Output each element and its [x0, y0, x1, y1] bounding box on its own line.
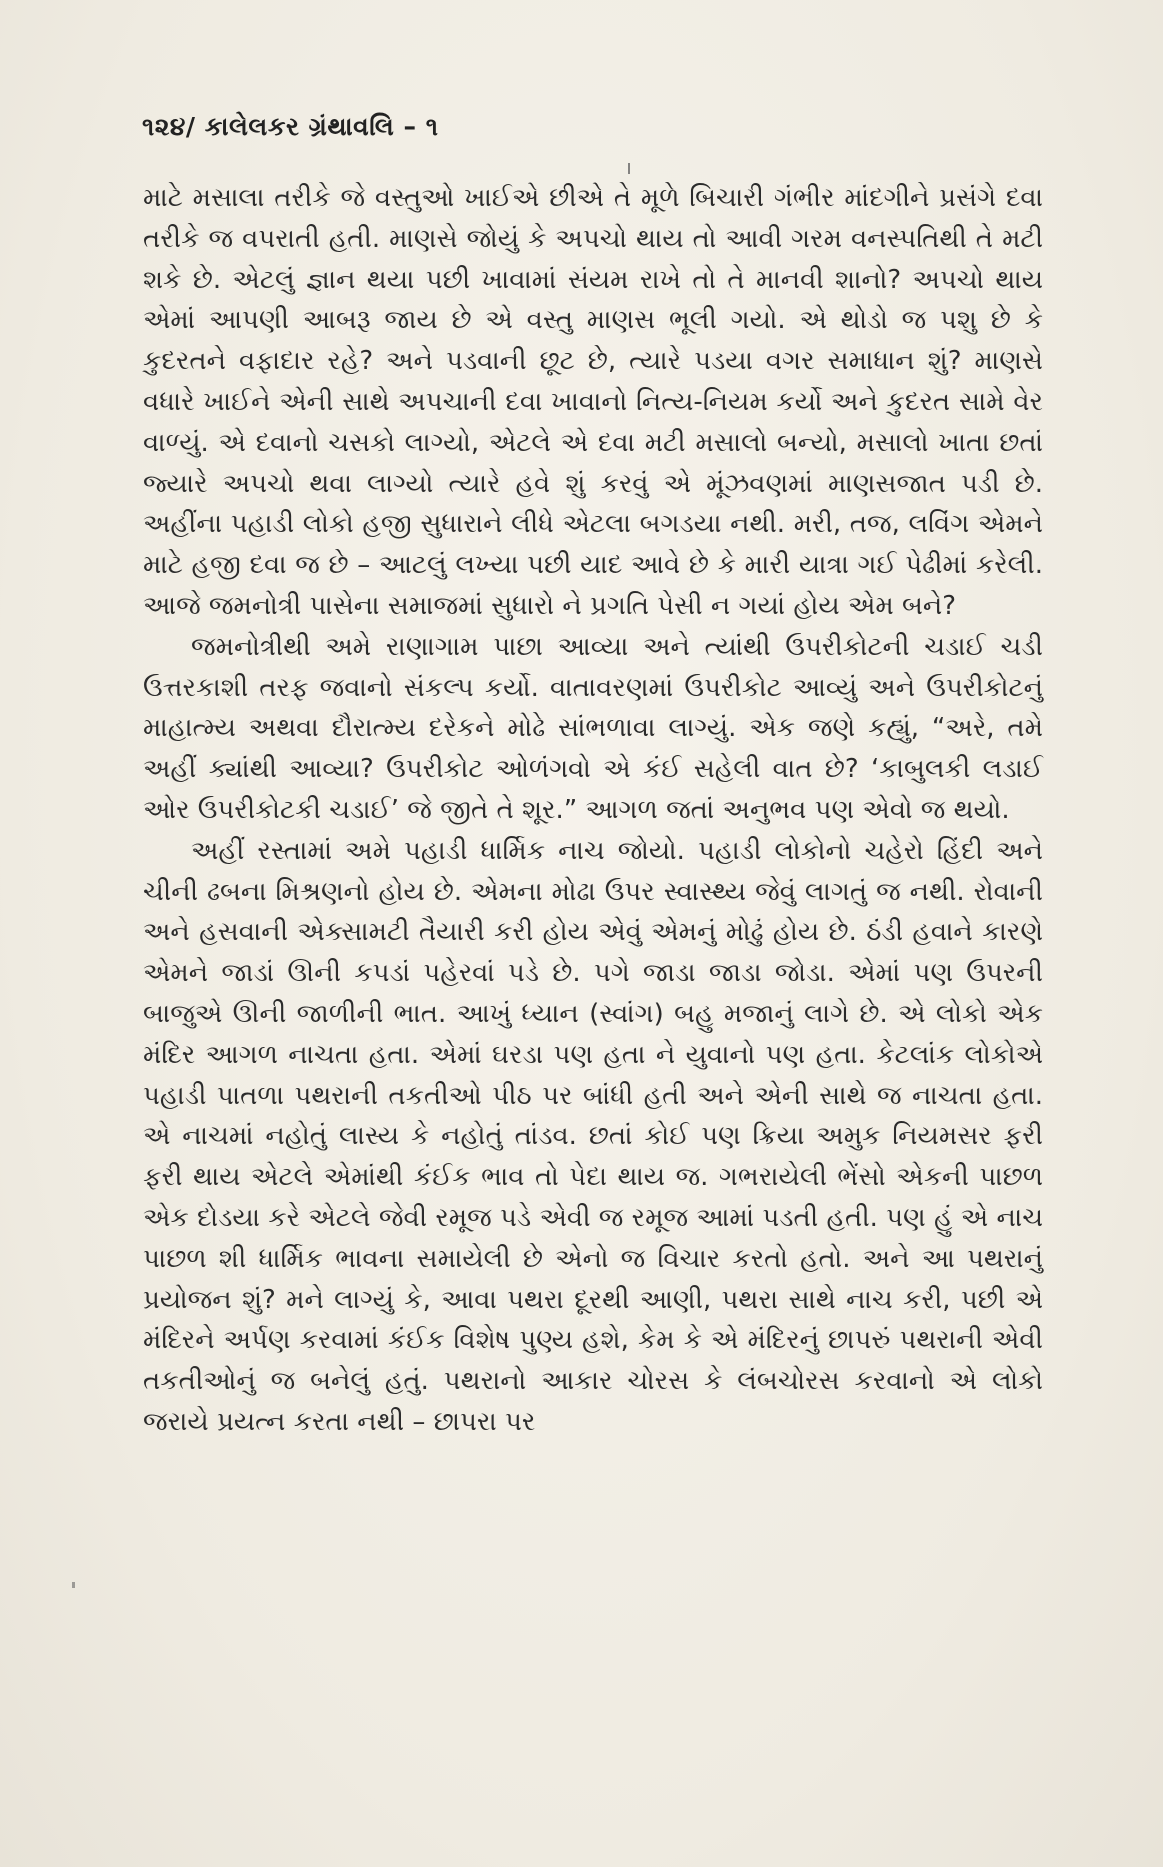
- paragraph-1: માટે મસાલા તરીકે જે વસ્તુઓ ખાઈએ છીએ તે મૂળે બિચારી ગંભીર માંદગીને પ્રસંગે દવા તરીકે જ વપરાતી હતી. માણસે જોયું કે અપચો થાય તો આવી ગરમ વનસ્પતિથી તે મટી શકે છે. એટલું જ્ઞાન થયા પછી ખાવામાં સંયમ રાખે તો તે માનવી શાનો? અપચો થાય એમાં આપણી આબરૂ જાય છે એ વસ્તુ માણસ ભૂલી ગયો. એ થોડો જ પશુ છે કે કુદરતને વફાદાર રહે? અને પડવાની છૂટ છે, ત્યારે પડયા વગર સમાધાન શું? માણસે વધારે ખાઈને એની સાથે અપચાની દવા ખાવાનો નિત્ય-નિયમ કર્યો અને કુદરત સામે વેર વાળ્યું. એ દવાનો ચસકો લાગ્યો, એટલે એ દવા મટી મસાલો બન્યો, મસાલો ખાતા છતાં જ્યારે અપચો થવા લાગ્યો ત્યારે હવે શું કરવું એ મૂંઝવણમાં માણસજાત પડી છે. અહીંના પહાડી લોકો હજી સુધારાને લીધે એટલા બગડયા નથી. મરી, તજ, લવિંગ એમને માટે હજી દવા જ છે – આટલું લખ્યા પછી યાદ આવે છે કે મારી યાત્રા ગઈ પેઢીમાં કરેલી. આજે જમનોત્રી પાસેના સમાજમાં સુધારો ને પ્રગતિ પેસી ન ગયાં હોય એમ બને?: [143, 183, 1043, 621]
- margin-speck: [72, 1582, 75, 1588]
- page-body: [143, 178, 1043, 1443]
- paragraph-2: જમનોત્રીથી અમે રાણાગામ પાછા આવ્યા અને ત્યાંથી ઉપરીકોટની ચડાઈ ચડી ઉત્તરકાશી તરફ જવાનો સંકલ્પ કર્યો. વાતાવરણમાં ઉપરીકોટ આવ્યું અને ઉપરીકોટનું માહાત્મ્ય અથવા દૌરાત્મ્ય દરેકને મોઢે સાંભળાવા લાગ્યું. એક જણે કહ્યું, “અરે, તમે અહીં ક્યાંથી આવ્યા? ઉપરીકોટ ઓળંગવો એ કંઈ સહેલી વાત છે? ‘કાબુલકી લડાઈ ઓર ઉપરીકોટકી ચડાઈ’ જે જીતે તે શૂર.” આગળ જતાં અનુભવ પણ એવો જ થયો.: [143, 631, 1043, 825]
- paragraph-3: અહીં રસ્તામાં અમે પહાડી ધાર્મિક નાચ જોયો. પહાડી લોકોનો ચહેરો હિંદી અને ચીની ઢબના મિશ્રણનો હોય છે. એમના મોઢા ઉપર સ્વાસ્થ્ય જેવું લાગતું જ નથી. રોવાની અને હસવાની એક્સામટી તૈયારી કરી હોય એવું એમનું મોઢું હોય છે. ઠંડી હવાને કારણે એમને જાડાં ઊની કપડાં પહેરવાં પડે છે. પગે જાડા જાડા જોડા. એમાં પણ ઉપરની બાજુએ ઊની જાળીની ભાત. આખું ધ્યાન (સ્વાંગ) બહુ મજાનું લાગે છે. એ લોકો એક મંદિર આગળ નાચતા હતા. એમાં ઘરડા પણ હતા ને યુવાનો પણ હતા. કેટલાંક લોકોએ પહાડી પાતળા પથરાની તકતીઓ પીઠ પર બાંધી હતી અને એની સાથે જ નાચતા હતા. એ નાચમાં નહોતું લાસ્ય કે નહોતું તાંડવ. છતાં કોઈ પણ ક્રિયા અમુક નિયમસર ફરી ફરી થાય એટલે એમાંથી કંઈક ભાવ તો પેદા થાય જ. ગભરાયેલી ભેંસો એકની પાછળ એક દોડયા કરે એટલે જેવી રમૂજ પડે એવી જ રમૂજ આમાં પડતી હતી. પણ હું એ નાચ પાછળ શી ધાર્મિક ભાવના સમાયેલી છે એનો જ વિચાર કરતો હતો. અને આ પથરાનું પ્રયોજન શું? મને લાગ્યું કે, આવા પથરા દૂરથી આણી, પથરા સાથે નાચ કરી, પછી એ મંદિરને અર્પણ કરવામાં કંઈક વિશેષ પુણ્ય હશે, કેમ કે એ મંદિરનું છાપરું પથરાની એવી તકતીઓનું જ બનેલું હતું. પથરાનો આકાર ચોરસ કે લંબચોરસ કરવાનો એ લોકો જરાયે પ્રયત્ન કરતા નથી – છાપરા પર: [143, 835, 1043, 1437]
- running-head: ૧૨૪/ કાલેલકર ગ્રંથાવલિ – ૧: [142, 112, 439, 141]
- ink-mark: [628, 163, 630, 174]
